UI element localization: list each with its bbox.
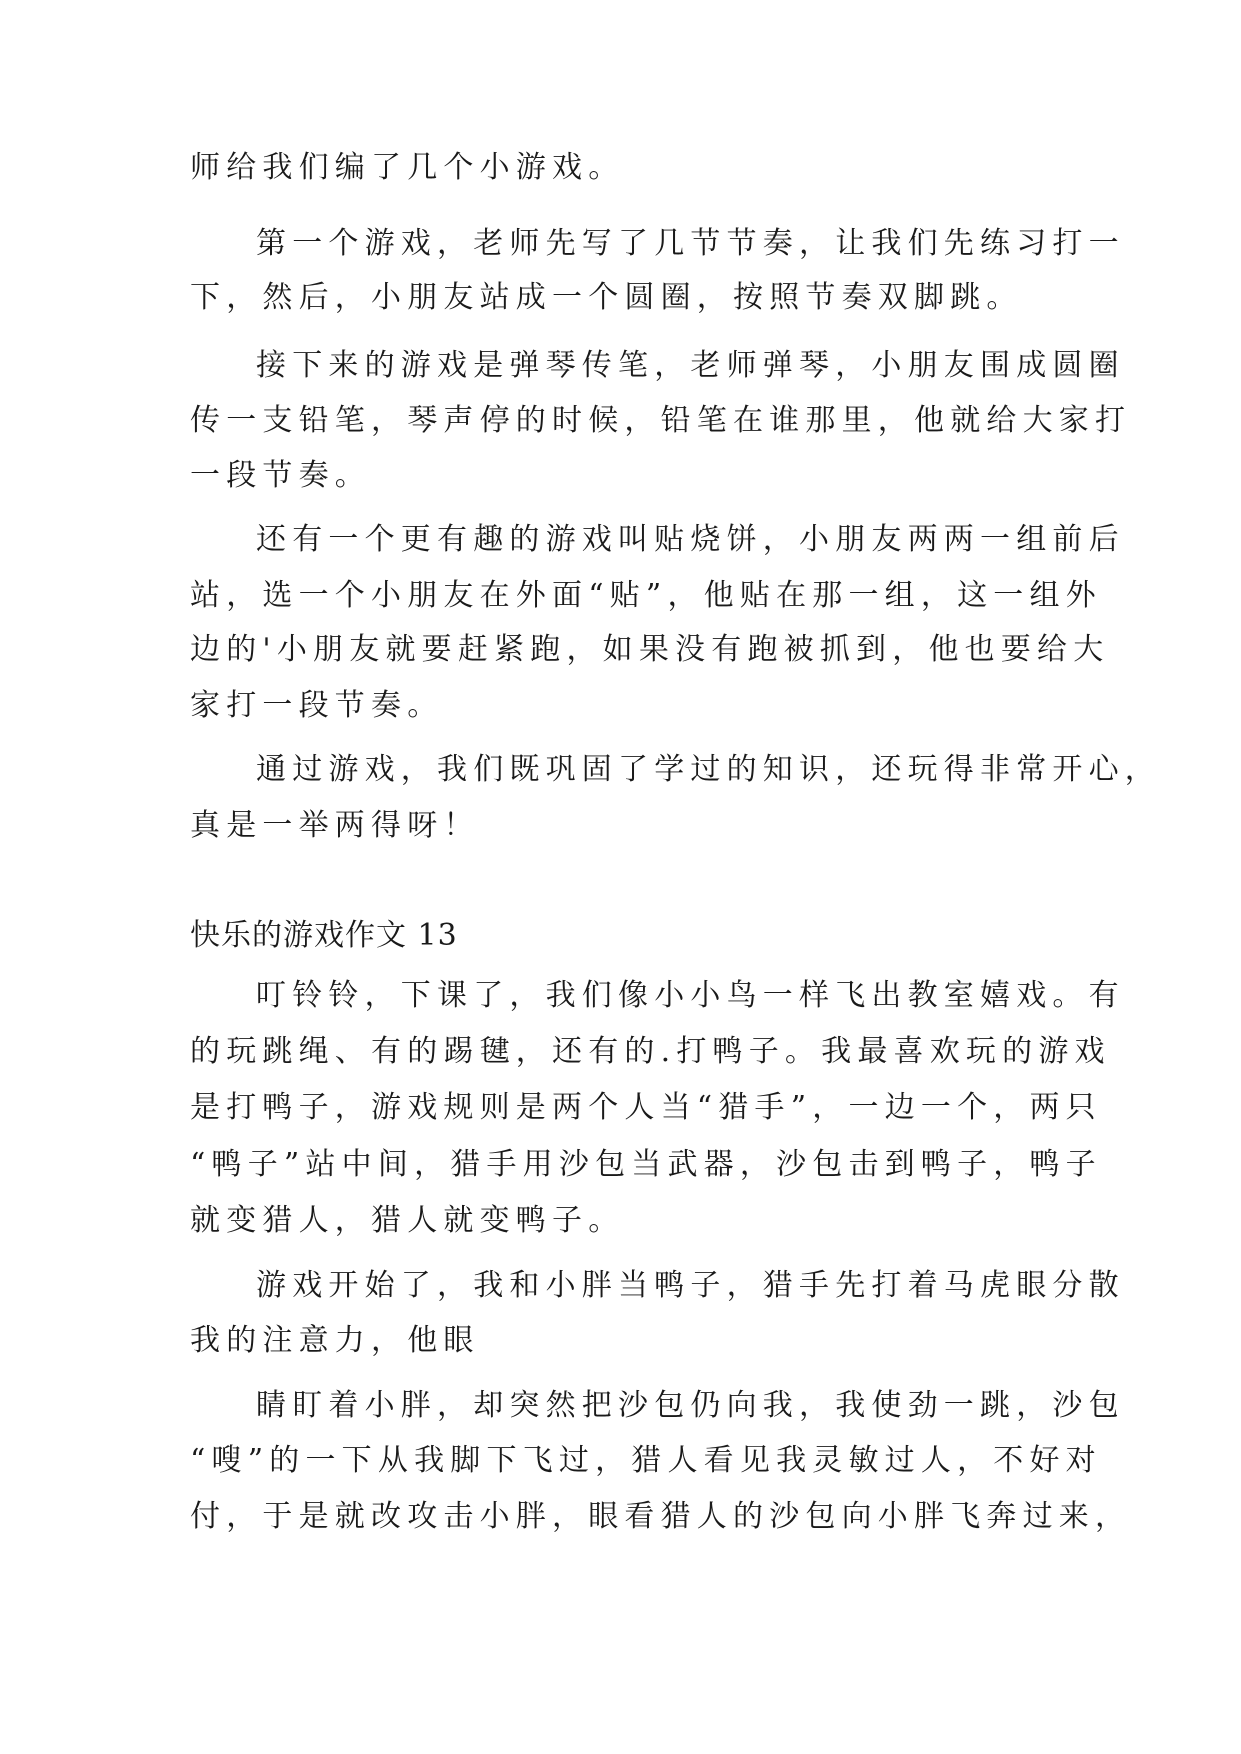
paragraph-line: 一段节奏。 [190,458,371,493]
paragraph-line: “嗖”的一下从我脚下飞过，猎人看见我灵敏过人，不好对 [190,1443,1102,1478]
paragraph-line: 下，然后，小朋友站成一个圆圈，按照节奏双脚跳。 [190,280,1023,315]
paragraph-line: 家打一段节奏。 [190,688,444,723]
paragraph-line: 睛盯着小胖，却突然把沙包仍向我，我使劲一跳，沙包 [256,1388,1125,1423]
paragraph-line: 接下来的游戏是弹琴传笔，老师弹琴，小朋友围成圆圈 [256,348,1125,383]
paragraph-line: 传一支铅笔，琴声停的时候，铅笔在谁那里，他就给大家打 [190,403,1132,438]
paragraph-line: 付，于是就改攻击小胖，眼看猎人的沙包向小胖飞奔过来， [190,1499,1132,1534]
paragraph-line: 的玩跳绳、有的踢毽，还有的.打鸭子。我最喜欢玩的游戏 [190,1034,1111,1069]
paragraph-line: 边的'小朋友就要赶紧跑，如果没有跑被抓到，他也要给大 [190,632,1110,667]
paragraph-line: 站，选一个小朋友在外面“贴”，他贴在那一组，这一组外 [190,578,1102,613]
paragraph-line: 游戏开始了，我和小胖当鸭子，猎手先打着马虎眼分散 [256,1268,1125,1303]
paragraph-line: 真是一举两得呀！ [190,808,480,843]
paragraph-line: 通过游戏，我们既巩固了学过的知识，还玩得非常开心， [256,752,1161,787]
paragraph-line: 师给我们编了几个小游戏。 [190,150,625,185]
paragraph-line: 就变猎人，猎人就变鸭子。 [190,1203,625,1238]
paragraph-line: 是打鸭子，游戏规则是两个人当“猎手”，一边一个，两只 [190,1090,1102,1125]
paragraph-line: “鸭子”站中间，猎手用沙包当武器，沙包击到鸭子，鸭子 [190,1147,1102,1182]
section-title: 快乐的游戏作文 13 [190,918,458,953]
paragraph-line: 还有一个更有趣的游戏叫贴烧饼，小朋友两两一组前后 [256,522,1125,557]
paragraph-line: 叮铃铃，下课了，我们像小小鸟一样飞出教室嬉戏。有 [256,978,1125,1013]
paragraph-line: 我的注意力，他眼 [190,1323,480,1358]
paragraph-line: 第一个游戏，老师先写了几节节奏，让我们先练习打一 [256,226,1125,261]
